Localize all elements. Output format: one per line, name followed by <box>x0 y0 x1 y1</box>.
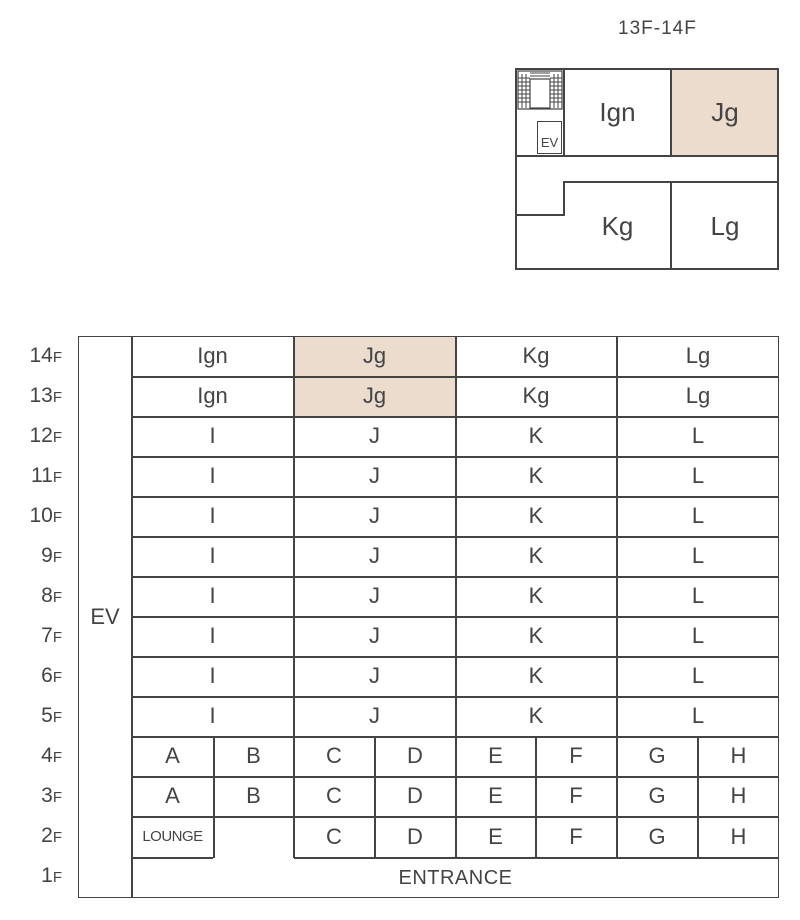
unit-3f-d: D <box>407 783 423 808</box>
unit-12f-l: L <box>691 423 705 448</box>
floor-label-3: 3F <box>41 784 62 807</box>
floor-label-13: 13F <box>29 384 62 407</box>
unit-3f-b: B <box>246 783 261 808</box>
unit-2f-g: G <box>648 823 666 849</box>
unit-6f-j: J <box>369 663 380 688</box>
unit-9f-l: L <box>691 543 705 568</box>
floor-plan-room-kg: Kg <box>601 211 634 241</box>
unit-10f-l: L <box>691 503 705 528</box>
floor-label-4: 4F <box>41 744 62 767</box>
floor-label-14: 14F <box>29 344 62 367</box>
unit-5f-i: I <box>209 703 216 728</box>
floor-label-6: 6F <box>41 664 62 687</box>
unit-13f-jg: Jg <box>362 383 387 408</box>
unit-2f-d: D <box>407 823 423 849</box>
floor-label-2: 2F <box>41 824 62 847</box>
floor-plan <box>515 68 779 270</box>
unit-9f-k: K <box>528 543 544 568</box>
unit-10f-i: I <box>209 503 216 528</box>
unit-11f-i: I <box>209 463 216 488</box>
unit-2f-f: F <box>569 823 583 849</box>
unit-5f-l: L <box>691 703 705 728</box>
unit-12f-i: I <box>209 423 216 448</box>
unit-3f-g: G <box>648 783 666 808</box>
floor-label-8: 8F <box>41 584 62 607</box>
floor-label-9: 9F <box>41 544 62 567</box>
entrance-label: ENTRANCE <box>398 866 513 889</box>
unit-2f-e: E <box>488 823 503 849</box>
unit-10f-k: K <box>528 503 544 528</box>
unit-3f-f: F <box>569 783 583 808</box>
floor-label-12: 12F <box>29 424 62 447</box>
floor-label-10: 10F <box>29 504 62 527</box>
unit-14f-jg: Jg <box>362 343 387 368</box>
unit-8f-i: I <box>209 583 216 608</box>
unit-14f-ign: Ign <box>197 343 228 368</box>
unit-3f-a: A <box>165 783 180 808</box>
floor-label-5: 5F <box>41 704 62 727</box>
unit-4f-g: G <box>648 743 666 768</box>
unit-8f-l: L <box>691 583 705 608</box>
unit-13f-ign: Ign <box>197 383 228 408</box>
floor-plan-room-lg: Lg <box>710 211 740 241</box>
unit-9f-i: I <box>209 543 216 568</box>
unit-6f-i: I <box>209 663 216 688</box>
unit-5f-k: K <box>528 703 544 728</box>
unit-2f-lounge: LOUNGE <box>142 828 203 845</box>
unit-9f-j: J <box>369 543 380 568</box>
unit-4f-d: D <box>407 743 423 768</box>
floor-plan-ev-label: EV <box>540 134 559 150</box>
floor-plan-title: 13F-14F <box>618 18 697 39</box>
unit-10f-j: J <box>369 503 380 528</box>
unit-7f-i: I <box>209 623 216 648</box>
floor-labels <box>0 0 70 920</box>
col-line <box>213 816 215 858</box>
floor-label-1: 1F <box>41 864 62 887</box>
unit-6f-k: K <box>528 663 544 688</box>
unit-3f-e: E <box>488 783 503 808</box>
floor-plan-room-ign: Ign <box>599 96 636 127</box>
floor-label-7: 7F <box>41 624 62 647</box>
stairs-icon <box>517 70 563 110</box>
ev-shaft-label: EV <box>90 604 120 629</box>
unit-11f-k: K <box>528 463 544 488</box>
unit-8f-k: K <box>528 583 544 608</box>
unit-4f-c: C <box>326 743 342 768</box>
floor-plan-room-jg: Jg <box>711 96 739 127</box>
unit-13f-lg: Lg <box>685 383 711 408</box>
floor-label-11: 11F <box>31 464 62 487</box>
unit-7f-l: L <box>691 623 705 648</box>
unit-12f-k: K <box>528 423 544 448</box>
unit-11f-j: J <box>369 463 380 488</box>
unit-14f-lg: Lg <box>685 343 711 368</box>
unit-3f-c: C <box>326 783 342 808</box>
unit-14f-kg: Kg <box>522 343 550 368</box>
building-elevation <box>78 336 779 898</box>
unit-3f-h: H <box>730 783 747 808</box>
unit-7f-j: J <box>369 623 380 648</box>
unit-5f-j: J <box>369 703 380 728</box>
unit-11f-l: L <box>691 463 705 488</box>
unit-2f-c: C <box>326 823 342 849</box>
unit-12f-j: J <box>369 423 380 448</box>
unit-13f-kg: Kg <box>522 383 550 408</box>
unit-4f-a: A <box>165 743 180 768</box>
unit-4f-e: E <box>488 743 503 768</box>
unit-6f-l: L <box>691 663 705 688</box>
unit-7f-k: K <box>528 623 544 648</box>
unit-4f-h: H <box>730 743 747 768</box>
plan-wall <box>515 214 565 216</box>
unit-8f-j: J <box>369 583 380 608</box>
unit-4f-f: F <box>569 743 583 768</box>
unit-2f-h: H <box>730 823 747 849</box>
unit-4f-b: B <box>246 743 261 768</box>
